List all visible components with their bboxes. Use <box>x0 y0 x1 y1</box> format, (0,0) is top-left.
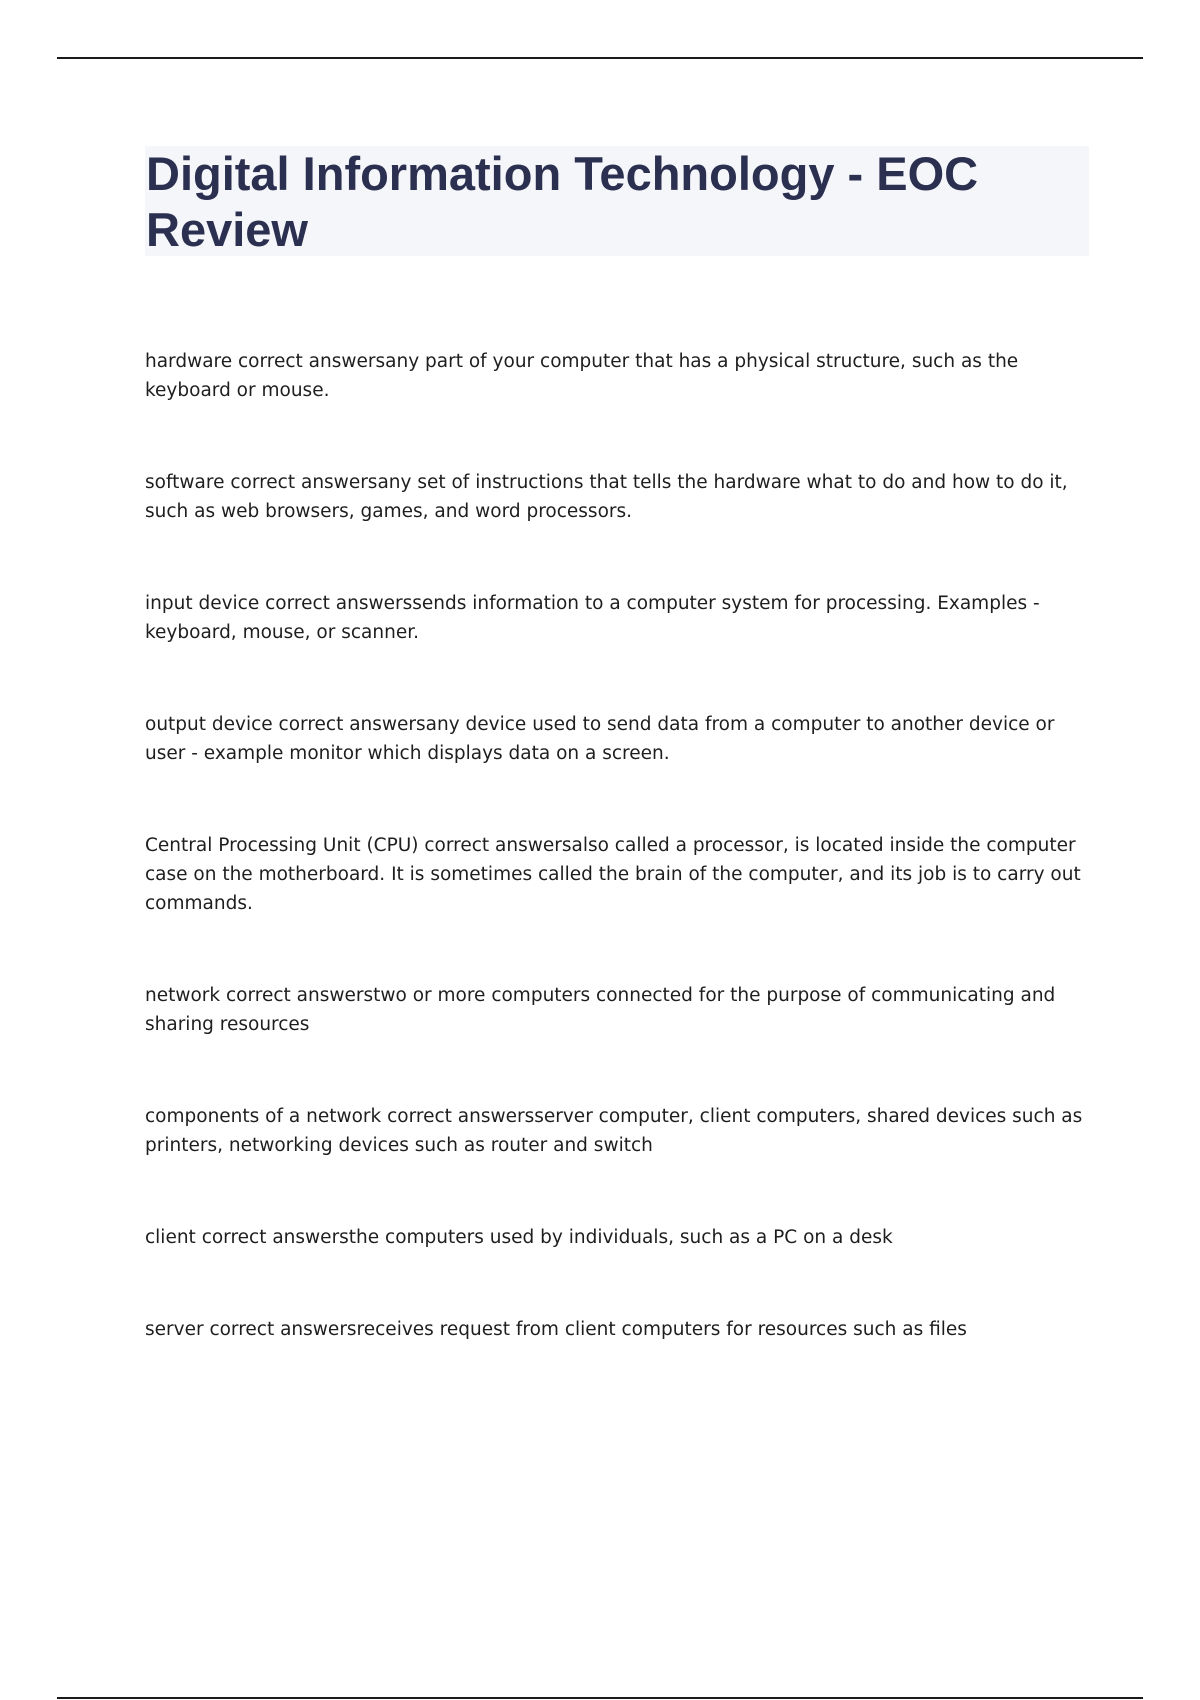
entry-spacer <box>145 1252 1095 1315</box>
bottom-rule <box>57 1697 1143 1699</box>
top-rule <box>57 57 1143 59</box>
list-item: components of a network correct answersserver computer, client computers, shared devices such as printers, networking devices such as router and switch <box>145 1106 1083 1156</box>
entry-spacer <box>145 647 1095 710</box>
entry-spacer <box>145 918 1095 981</box>
list-item: client correct answersthe computers used by individuals, such as a PC on a desk <box>145 1227 893 1248</box>
entry-spacer <box>145 1039 1095 1102</box>
entry-spacer <box>145 768 1095 831</box>
entry-spacer <box>145 1160 1095 1223</box>
list-item: Central Processing Unit (CPU) correct answersalso called a processor, is located inside the computer case on the motherboard. It is sometimes called the brain of the computer, and its job is to carry out commands. <box>145 835 1081 914</box>
list-item: software correct answersany set of instructions that tells the hardware what to do and how to do it, such as web browsers, games, and word processors. <box>145 472 1068 522</box>
list-item: hardware correct answersany part of your computer that has a physical structure, such as the keyboard or mouse. <box>145 351 1019 401</box>
list-item: server correct answersreceives request from client computers for resources such as files <box>145 1319 967 1340</box>
entry-spacer <box>145 405 1095 468</box>
flashcard-list <box>145 347 1095 1344</box>
title-block <box>145 146 1089 256</box>
list-item: input device correct answerssends information to a computer system for processing. Examples - keyboard, mouse, or scanner. <box>145 593 1040 643</box>
entry-spacer <box>145 526 1095 589</box>
list-item: network correct answerstwo or more computers connected for the purpose of communicating and sharing resources <box>145 985 1056 1035</box>
page-title: Digital Information Technology - EOC Review <box>146 147 979 256</box>
list-item: output device correct answersany device used to send data from a computer to another device or user - example monitor which displays data on a screen. <box>145 714 1055 764</box>
